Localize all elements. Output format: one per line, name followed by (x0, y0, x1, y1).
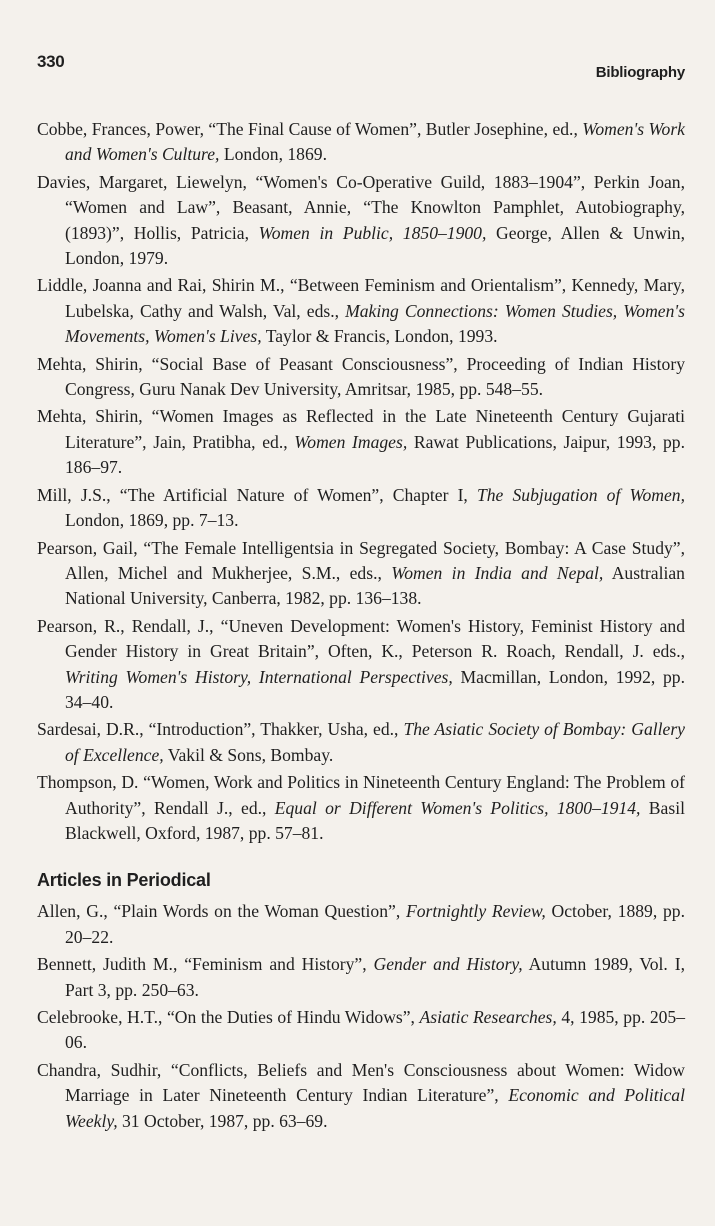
periodical-entry: Celebrooke, H.T., “On the Duties of Hindu Widows”, Asiatic Researches, 4, 1985, pp. 205–06. (37, 1007, 686, 1053)
periodical-entry: Bennett, Judith M., “Feminism and History”, Gender and History, Autumn 1989, Vol. I, Part 3, pp. 250–63. (37, 954, 685, 1000)
section-heading-articles: Articles in Periodical (37, 870, 211, 891)
bibliography-entry: Davies, Margaret, Liewelyn, “Women's Co-Operative Guild, 1883–1904”, Perkin Joan, “Women and Law”, Beasant, Annie, “The Knowlton Pamphlet, Autobiography, (1893)”, Hollis, Patricia, Women in Public, 1850–1900, George, Allen & Unwin, London, 1979. (37, 171, 685, 269)
periodical-entry: Allen, G., “Plain Words on the Woman Question”, Fortnightly Review, October, 1889, pp. 20–22. (37, 901, 685, 947)
bibliography-entry: Sardesai, D.R., “Introduction”, Thakker, Usha, ed., The Asiatic Society of Bombay: Gallery of Excellence, Vakil & Sons, Bombay. (37, 719, 685, 765)
bibliography-entry: Pearson, R., Rendall, J., “Uneven Development: Women's History, Feminist History and Gender History in Great Britain”, Often, K., Peterson R. Roach, Rendall, J. eds., Writing Women's History, International Perspectives, Macmillan, London, 1992, pp. 34–40. (37, 615, 685, 712)
bibliography-entry: Mill, J.S., “The Artificial Nature of Women”, Chapter I, The Subjugation of Women, London, 1869, pp. 7–13. (37, 484, 685, 531)
bibliography-entry: Thompson, D. “Women, Work and Politics in Nineteenth Century England: The Problem of Authority”, Rendall J., ed., Equal or Different Women's Politics, 1800–1914, Basil Blackwell, Oxford, 1987, pp. 57–81. (37, 772, 685, 843)
bibliography-entry: Mehta, Shirin, “Social Base of Peasant Consciousness”, Proceeding of Indian History Congress, Guru Nanak Dev University, Amritsar, 1985, pp. 548–55. (37, 353, 685, 400)
bibliography-entry: Liddle, Joanna and Rai, Shirin M., “Between Feminism and Orientalism”, Kennedy, Mary, Lubelska, Cathy and Walsh, Val, eds., Making Connections: Women Studies, Women's Movements, Women's Lives, Taylor & Francis, London, 1993. (37, 275, 685, 347)
page-number: 330 (37, 52, 65, 71)
bibliography-content (37, 117, 685, 1136)
running-head: Bibliography (595, 64, 685, 81)
periodical-entries (37, 899, 685, 1134)
page-header (37, 52, 685, 82)
bibliography-entry: Cobbe, Frances, Power, “The Final Cause of Women”, Butler Josephine, ed., Women's Work and Women's Culture, London, 1869. (37, 119, 685, 165)
periodical-entry: Chandra, Sudhir, “Conflicts, Beliefs and Men's Consciousness about Women: Widow Marriage in Later Nineteenth Century Indian Literature”, Economic and Political Weekly, 31 October, 1987, pp. 63–69. (37, 1059, 685, 1131)
bibliography-entry: Mehta, Shirin, “Women Images as Reflected in the Late Nineteenth Century Gujarati Literature”, Jain, Pratibha, ed., Women Images, Rawat Publications, Jaipur, 1993, pp. 186–97. (37, 406, 685, 478)
book-entries (37, 117, 685, 846)
bibliography-entry: Pearson, Gail, “The Female Intelligentsia in Segregated Society, Bombay: A Case Study”, Allen, Michel and Mukherjee, S.M., eds., Women in India and Nepal, Australian National University, Canberra, 1982, pp. 136–138. (37, 537, 685, 609)
